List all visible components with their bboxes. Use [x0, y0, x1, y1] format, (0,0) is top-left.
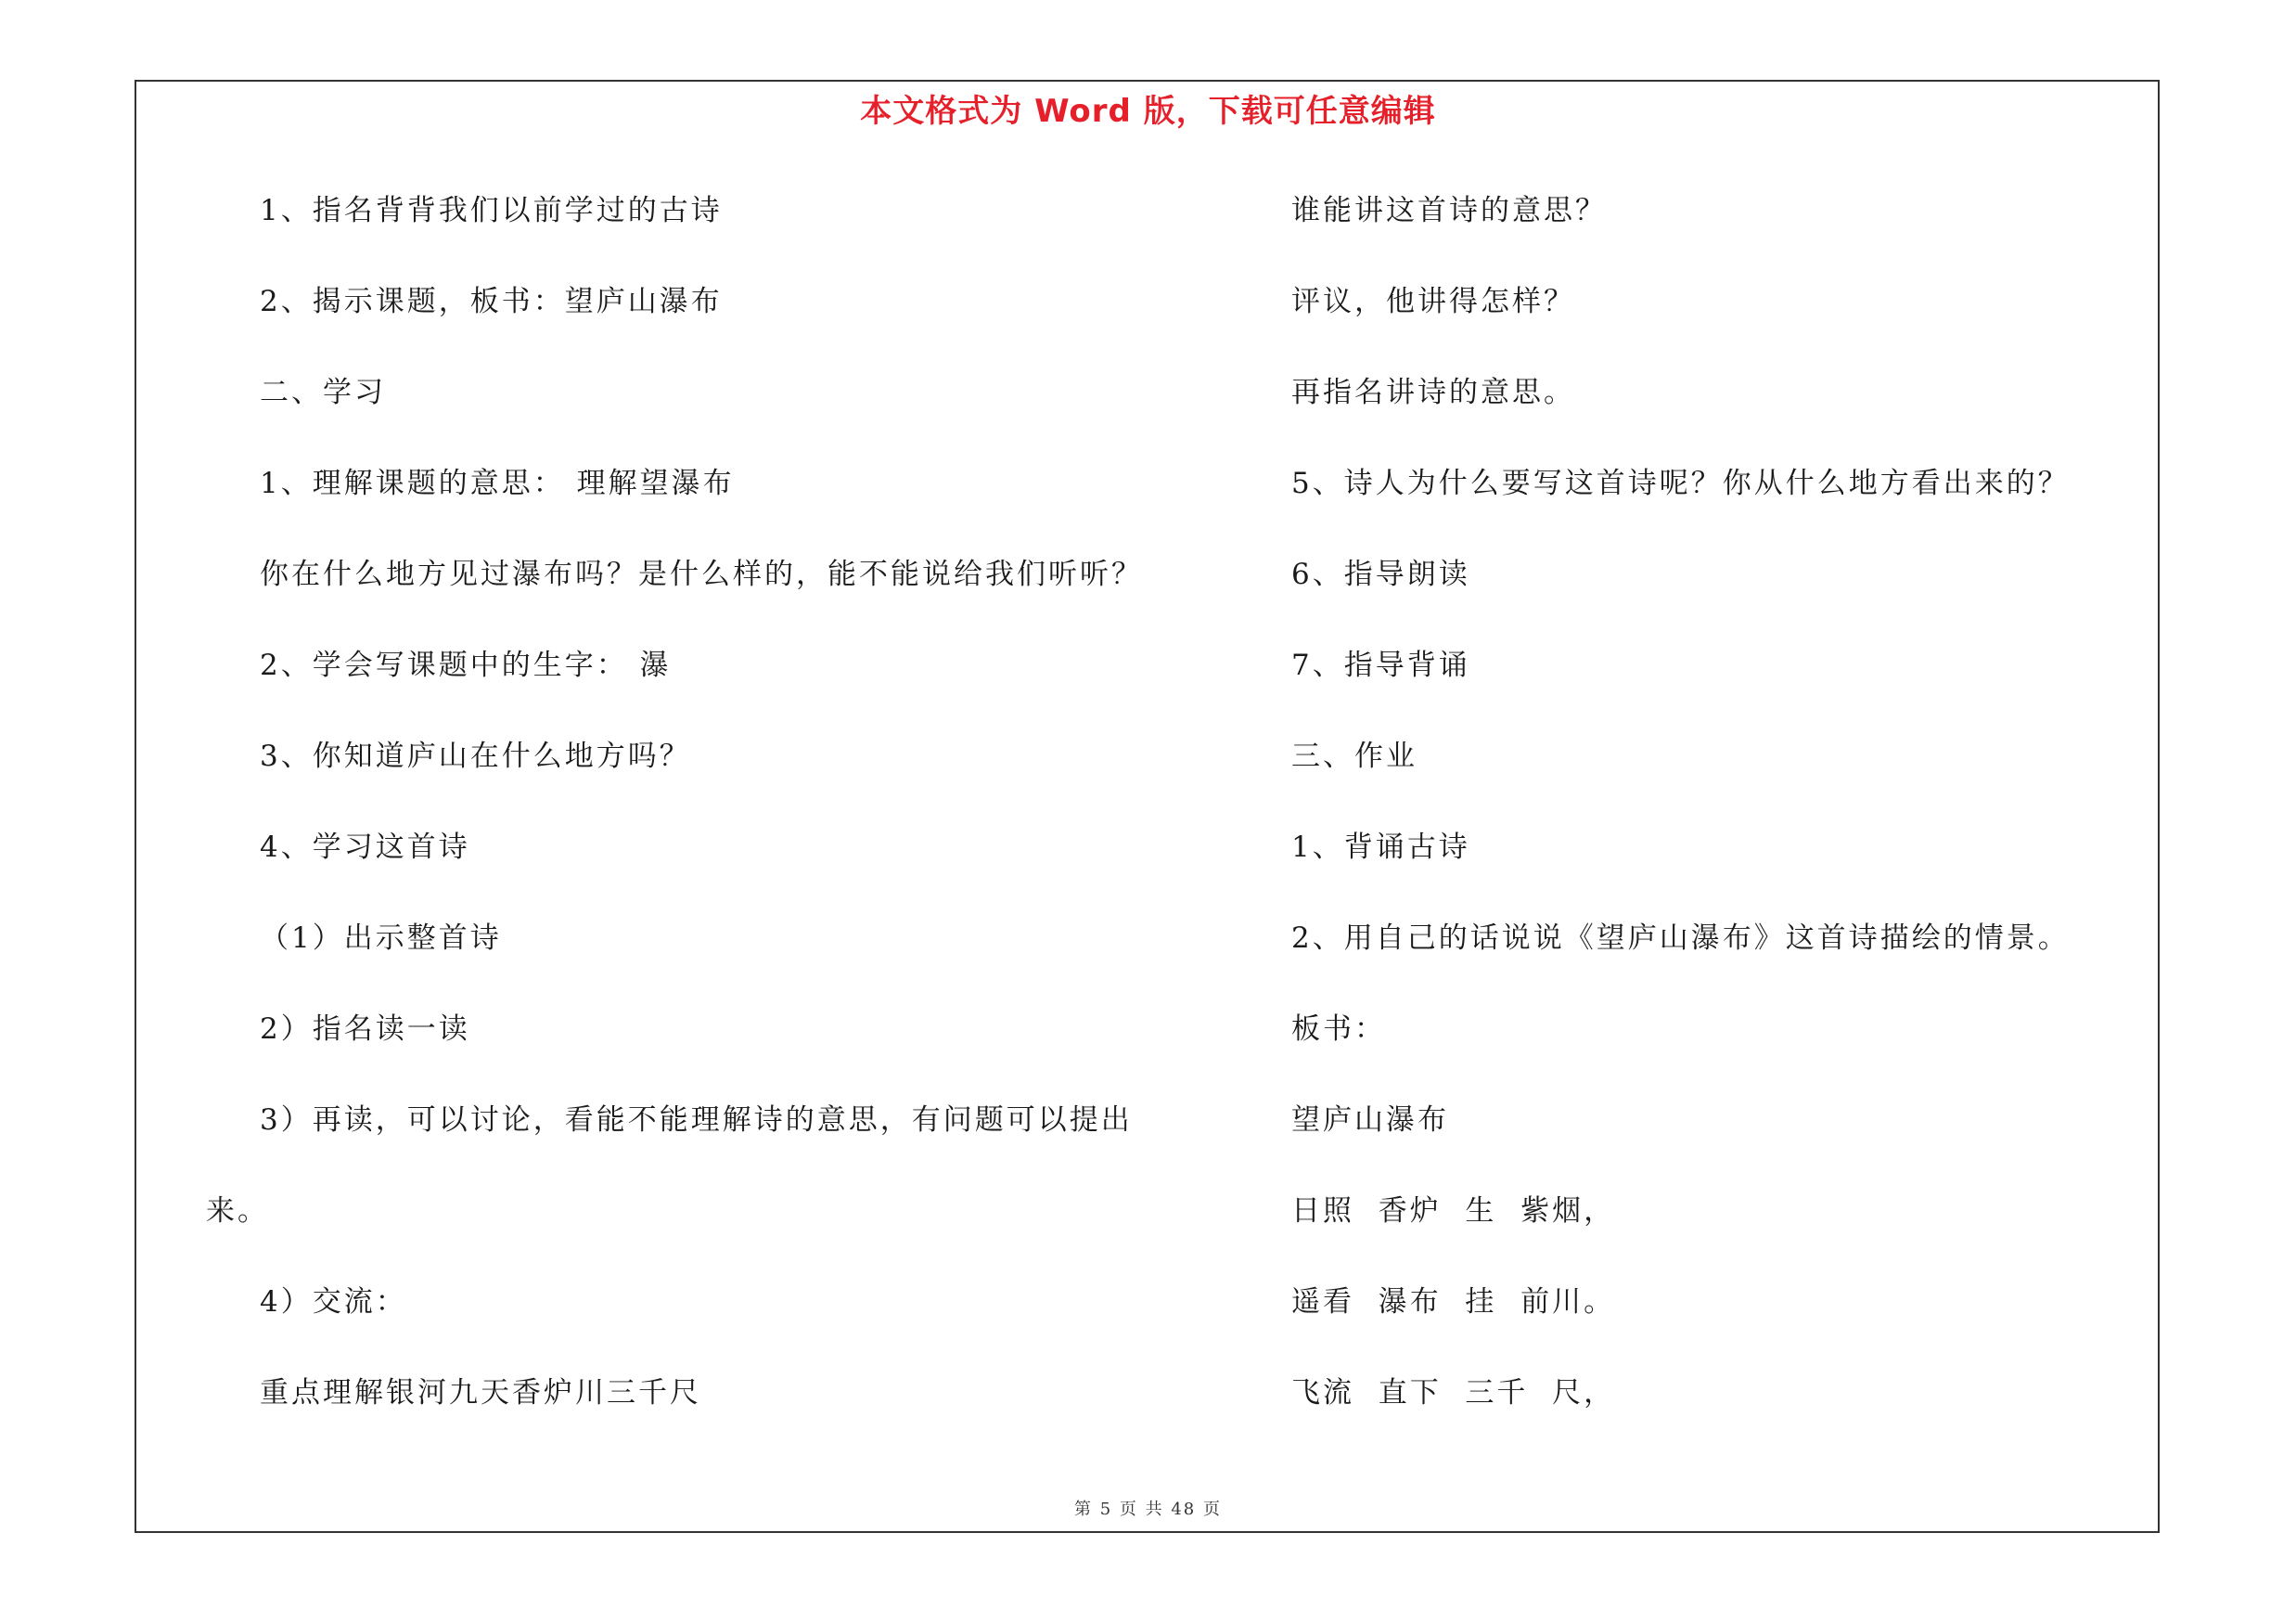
text-line: 2、学会写课题中的生字： 瀑	[260, 649, 672, 682]
text-line: 2、用自己的话说说《望庐山瀑布》这首诗描绘的情景。	[1291, 921, 2070, 955]
text-line: （1）出示整首诗	[260, 921, 502, 955]
text-line: 6、指导朗读	[1291, 558, 1470, 591]
text-line: 2、揭示课题，板书：望庐山瀑布	[260, 285, 723, 318]
poem-line: 飞流 直下 三千 尺，	[1291, 1376, 1616, 1410]
text-line: 来。	[206, 1194, 269, 1228]
text-line: 3）再读，可以讨论，看能不能理解诗的意思，有问题可以提出	[260, 1103, 1133, 1137]
text-line: 7、指导背诵	[1291, 649, 1470, 682]
word-format-banner: 本文格式为 Word 版，下载可任意编辑	[860, 93, 1436, 130]
poem-line: 日照 香炉 生 紫烟，	[1291, 1194, 1616, 1228]
section-heading: 三、作业	[1291, 740, 1417, 773]
section-heading: 二、学习	[260, 376, 386, 409]
text-line: 1、背诵古诗	[1291, 831, 1470, 864]
text-line: 3、你知道庐山在什么地方吗？	[260, 740, 691, 773]
text-line: 评议，他讲得怎样？	[1291, 285, 1575, 318]
text-line: 4）交流：	[260, 1285, 407, 1319]
text-line: 板书：	[1291, 1012, 1386, 1046]
text-line: 2）指名读一读	[260, 1012, 470, 1046]
text-line: 1、指名背背我们以前学过的古诗	[260, 194, 723, 227]
poem-title: 望庐山瀑布	[1291, 1103, 1449, 1137]
text-line: 再指名讲诗的意思。	[1291, 376, 1575, 409]
page-number-footer: 第 5 页 共 48 页	[1074, 1500, 1222, 1519]
text-line: 你在什么地方见过瀑布吗？是什么样的，能不能说给我们听听？	[260, 558, 1143, 591]
poem-line: 遥看 瀑布 挂 前川。	[1291, 1285, 1616, 1319]
text-line: 5、诗人为什么要写这首诗呢？你从什么地方看出来的？	[1291, 467, 2070, 500]
text-line: 谁能讲这首诗的意思？	[1291, 194, 1607, 227]
text-line: 1、理解课题的意思： 理解望瀑布	[260, 467, 735, 500]
text-line: 4、学习这首诗	[260, 831, 470, 864]
text-line: 重点理解银河九天香炉川三千尺	[260, 1376, 701, 1410]
